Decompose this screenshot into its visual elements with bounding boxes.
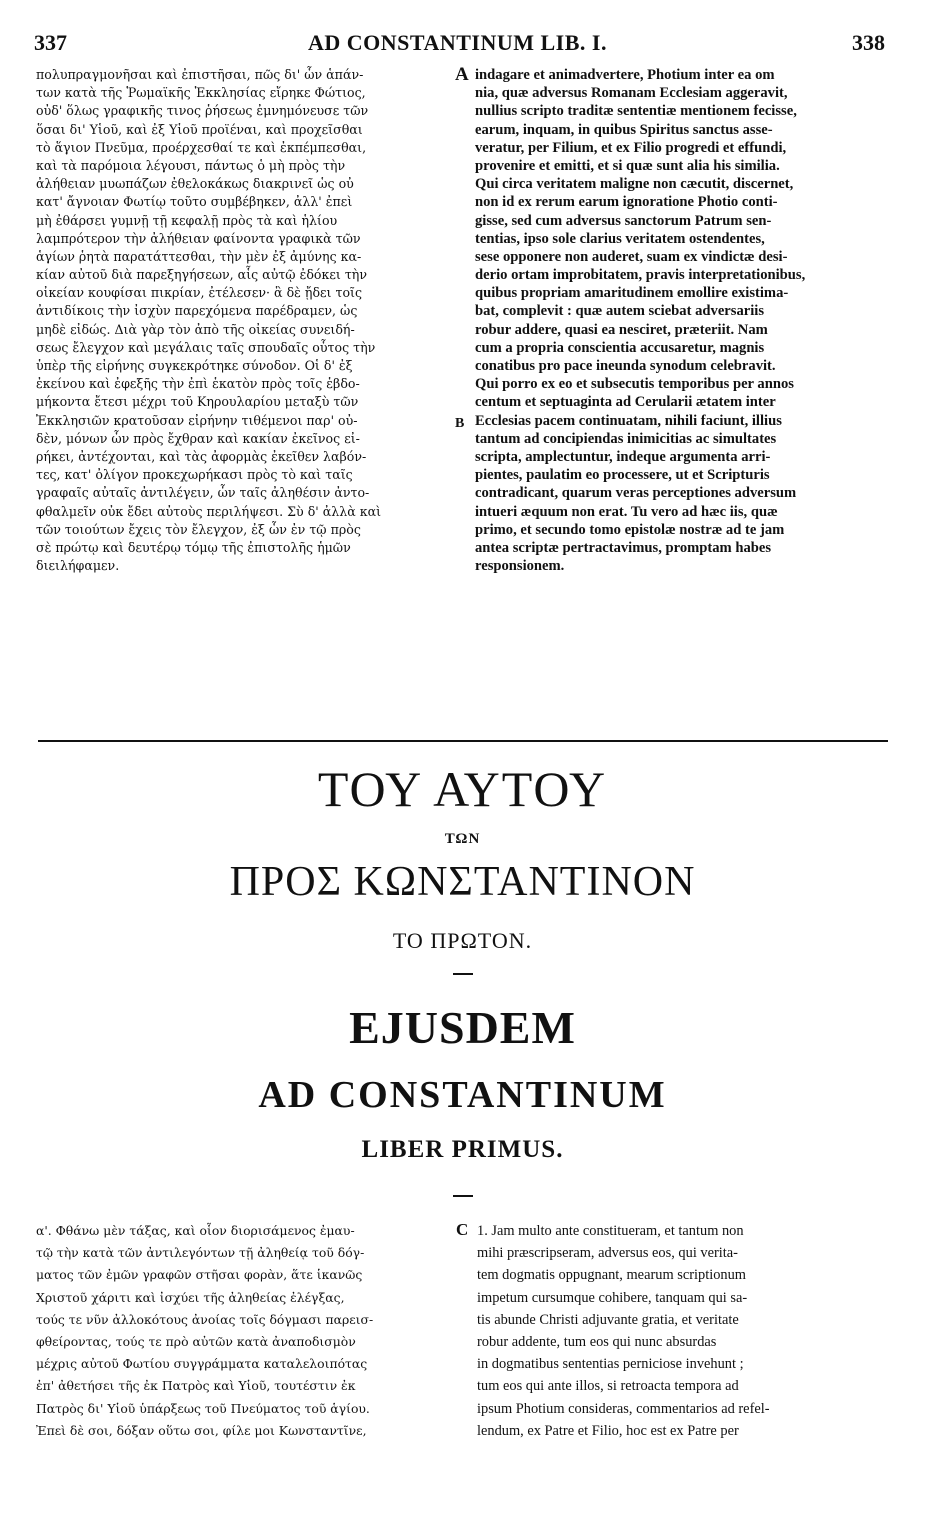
- text-line: bat, complevit : quæ autem sciebat adversariis: [475, 303, 765, 320]
- text-line: Πατρὸς δι' Υἱοῦ ὑπάρξεως τοῦ Πνεύματος τοῦ ἁγίου.: [36, 1400, 370, 1416]
- text-line: ἀλήθειαν μυωπάζων ἐθελοκάκως διακρινεῖ ὡς οὐ: [36, 176, 354, 192]
- text-line: των κατὰ τῆς Ῥωμαϊκῆς Ἐκκλησίας εἴρηκε Φώτιος,: [36, 85, 366, 101]
- greek-heading-sub: ΤΟ ΠΡΩΤΟΝ.: [392, 928, 533, 953]
- greek-heading: ΤΟΥ ΑΥΤΟΥ: [317, 761, 608, 817]
- text-line: λαμπρότερον τὴν ἀλήθειαν φαίνοντα γραφικὰ τῶν: [36, 230, 361, 246]
- text-line: cum a propria conscientia accusaretur, magnis: [475, 339, 765, 356]
- title-dash-upper: [453, 973, 473, 975]
- text-line: οὐδ' ὅλως γραφικῆς τινος ῥήσεως ἐμνημόνευσε τῶν: [36, 103, 369, 119]
- text-line: τῷ τὴν κατὰ τῶν ἀντιλεγόντων τῇ ἀληθείᾳ τοῦ δόγ-: [36, 1245, 365, 1261]
- latin-column-bottom: [477, 1220, 889, 1460]
- text-line: ἀντιδίκοις τὴν ἰσχὺν παρεχόμενα παρέδραμεν, ὡς: [36, 303, 358, 319]
- text-line: nia, quæ adversus Romanam Ecclesiam aggeravit,: [475, 85, 788, 102]
- text-line: tentias, ipso sole clarius veritatem ostendentes,: [475, 230, 765, 247]
- text-line: lendum, ex Patre et Filio, hoc est ex Patre per: [477, 1422, 739, 1439]
- text-line: centum et septuaginta ad Cerularii ætatem inter: [475, 394, 776, 411]
- text-line: tis abunde Christi adjuvante gratia, et veritate: [477, 1311, 739, 1328]
- latin-heading-sub: LIBER PRIMUS.: [361, 1136, 564, 1163]
- greek-heading-article: ΤΩΝ: [444, 831, 481, 847]
- text-line: πολυπραγμονῆσαι καὶ ἐπιστῆσαι, πῶς δι' ὧν ἁπάν-: [36, 67, 364, 82]
- greek-heading-main: ΠΡΟΣ ΚΩΝΣΤΑΝΤΙΝΟΝ: [229, 859, 696, 905]
- text-line: derio ortam improbitatem, pravis interpretationibus,: [475, 267, 806, 284]
- column-marker-c: C: [456, 1220, 469, 1239]
- text-line: earum, inquam, in quibus Spiritus sanctus asse-: [475, 121, 773, 138]
- text-line: gisse, sed cum adversus sanctorum Patrum sen-: [475, 212, 772, 229]
- latin-heading: EJUSDEM: [349, 1002, 576, 1053]
- text-line: ρήκει, ἀντέχονται, καὶ τὰς ἀφορμὰς ἐκεῖθεν λαβόν-: [36, 448, 367, 464]
- text-line: sese opponere non auderet, suam ex vindictæ desi-: [475, 248, 788, 265]
- column-marker-a: A: [455, 64, 469, 85]
- text-line: in dogmatibus sententias perniciose invehunt ;: [477, 1356, 744, 1373]
- text-line: antea scriptæ pertractavimus, promptam habes: [475, 539, 772, 556]
- running-title: AD CONSTANTINUM LIB. I.: [308, 30, 607, 55]
- text-line: οἰκείαν κουφίσαι πικρίαν, ἐτέλεσεν· ἃ δὲ ᾔδει τοῖς: [36, 285, 363, 301]
- text-line: tum eos qui ante illos, si retroacta tempora ad: [477, 1378, 739, 1395]
- text-line: Ἐπεὶ δὲ σοι, δόξαν οὕτω σοι, φίλε μοι Κωνσταντῖνε,: [36, 1422, 367, 1438]
- text-line: φθαλμεῖν οὐκ ἔδει αὐτοὺς περιλήψεσι. Σὺ δ' ἀλλὰ καὶ: [36, 503, 382, 519]
- text-line: α'. Φθάνω μὲν τάξας, καὶ οἷον διορισάμενος ἐμαυ-: [36, 1223, 355, 1238]
- text-line: Χριστοῦ χάριτι καὶ ἰσχύει τῆς ἀληθείας ἐλέγξας,: [36, 1289, 345, 1305]
- text-line: Qui porro ex eo et subsecutis temporibus per annos: [475, 376, 794, 393]
- text-line: τὸ ἅγιον Πνεῦμα, προέρχεσθαί τε καὶ ἐκπέμπεσθαι,: [36, 139, 367, 155]
- page-number-right: 338: [852, 30, 885, 55]
- section-divider: [38, 740, 888, 742]
- text-line: μηδὲ εἰδώς. Διὰ γὰρ τὸν ἀπὸ τῆς οἰκείας συνειδή-: [36, 321, 355, 337]
- text-line: tantum ad concipiendas inimicitias ac simultates: [475, 430, 777, 447]
- text-line: mihi præscripseram, adversus eos, qui verita-: [477, 1245, 738, 1262]
- text-line: τῶν τοιούτων ἔχεις τὸν ἔλεγχον, ἐξ ὧν ἐν τῷ πρὸς: [36, 521, 361, 537]
- text-line: nullius scripto traditæ sententiæ mentionem fecisse,: [475, 103, 797, 120]
- text-line: contradicant, quarum veras perceptiones adversum: [475, 485, 797, 502]
- text-line: Ecclesias pacem continuatam, nihili faciunt, illius: [475, 412, 782, 429]
- text-line: non id ex rerum earum ignoratione Photio conti-: [475, 194, 778, 211]
- text-line: 1. Jam multo ante constitueram, et tantum non: [477, 1223, 744, 1239]
- text-line: intueri æquum non erat. Tu vero ad hæc iis, quæ: [475, 503, 778, 520]
- text-line: μέχρις αὐτοῦ Φωτίου συγγράμματα καταλελοιπότας: [36, 1356, 368, 1372]
- text-line: impetum cursumque cohibere, tanquam qui sa-: [477, 1289, 748, 1306]
- text-line: σεως ἔλεγχον καὶ μεγάλαις ταῖς σπουδαῖς οὗτος τὴν: [36, 339, 376, 355]
- text-line: φθείροντας, τούς τε πρὸ αὐτῶν κατὰ ἀναποδισμὸν: [36, 1333, 356, 1349]
- text-line: robur addere, quasi ea nesciret, præteriit. Nam: [475, 321, 768, 338]
- page-number-left: 337: [34, 30, 67, 55]
- text-line: Ἐκκλησιῶν κρατοῦσαν εἰρήνην τιθέμενοι παρ' οὐ-: [36, 412, 358, 428]
- text-line: tem dogmatis oppugnant, mearum scriptionum: [477, 1267, 746, 1284]
- text-line: ματος τῶν ἐμῶν γραφῶν στῆσαι φορὰν, ἅτε ἱκανῶς: [36, 1267, 363, 1283]
- text-line: τούς τε νῦν ἀλλοκότους ἀνοίας τοῖς δόγμασι παρεισ-: [36, 1311, 374, 1327]
- latin-column-top: [475, 66, 887, 731]
- text-line: Qui circa veritatem maligne non cæcutit, discernet,: [475, 176, 794, 193]
- running-header: [30, 30, 885, 60]
- title-dash-lower: [453, 1195, 473, 1197]
- text-line: τες, κατ' ὀλίγον προκεχωρήκασι πρὸς τὸ καὶ ταῖς: [36, 467, 353, 483]
- text-line: σὲ πρώτῳ καὶ δευτέρῳ τόμῳ τῆς ἐπιστολῆς ἡμῶν: [36, 539, 351, 555]
- text-line: ὅσαι δι' Υἱοῦ, καὶ ἐξ Υἱοῦ προϊέναι, καὶ προχεῖσθαι: [36, 121, 363, 137]
- text-line: δὲν, μόνων ὧν πρὸς ἔχθραν καὶ κακίαν ἐκεῖνος εἰ-: [36, 430, 360, 446]
- text-line: γραφαῖς αὐταῖς ἀντιλέγειν, ὧν ταῖς ἀληθέσιν ἀντο-: [36, 485, 370, 501]
- text-line: scripta, amplectuntur, indeque argumenta arri-: [475, 448, 771, 465]
- text-line: ἐκείνου καὶ ἐφεξῆς τὴν ἐπὶ ἑκατὸν πρὸς τοῖς ἑβδο-: [36, 376, 360, 392]
- text-line: διειλήφαμεν.: [36, 558, 120, 574]
- text-line: κατ' ἄγνοιαν Φωτίῳ τοῦτο συμβέβηκεν, ἀλλ' ἐπεὶ: [36, 194, 353, 210]
- text-line: quibus propriam amaritudinem emollire existima-: [475, 285, 789, 302]
- text-line: καὶ τὰ παρόμοια λέγουσι, πάντως ὁ μὴ πρὸς τὴν: [36, 157, 346, 173]
- text-line: conatibus pro pace ineunda synodum celebravit.: [475, 358, 776, 374]
- text-line: robur addente, tum eos qui nunc absurdas: [477, 1333, 717, 1350]
- text-line: ἁγίων ῥητὰ παρατάττεσθαι, τὴν μὲν ἐξ ἀμύνης κα-: [36, 248, 362, 264]
- greek-column-top: [36, 66, 460, 731]
- text-line: κίαν αὐτοῦ διὰ παρεξηγήσεων, αἷς αὐτῷ ἐδόκει τὴν: [36, 267, 368, 283]
- text-line: responsionem.: [475, 558, 565, 575]
- text-line: provenire et emitti, et si quæ sunt alia his similia.: [475, 157, 780, 174]
- latin-heading-main: AD CONSTANTINUM: [258, 1074, 667, 1116]
- text-line: ἐπ' ἀθετήσει τῆς ἐκ Πατρὸς καὶ Υἱοῦ, τουτέστιν ἐκ: [36, 1378, 356, 1394]
- text-line: veratur, per Filium, et ex Filio progredi et effundi,: [475, 139, 787, 156]
- text-line: primo, et secundo tomo epistolæ nostræ ad te jam: [475, 521, 785, 538]
- text-line: pientes, paulatim eo processere, ut et Scripturis: [475, 467, 770, 484]
- text-line: μὴ ἐθάρσει γυμνῇ τῇ κεφαλῇ πρὸς τὰ καὶ ἡλίου: [36, 212, 338, 228]
- column-marker-b: B: [455, 416, 465, 431]
- text-line: indagare et animadvertere, Photium inter ea om: [475, 67, 775, 83]
- text-line: μήκοντα ἔτεσι μέχρι τοῦ Κηρουλαρίου μεταξὺ τῶν: [36, 394, 359, 410]
- greek-column-bottom: [36, 1220, 456, 1460]
- text-line: ὑπὲρ τῆς εἰρήνης συγκεκρότηκε σύνοδον. Οἱ δ' ἐξ: [36, 358, 353, 373]
- text-line: ipsum Photium consideras, commentarios ad refel-: [477, 1400, 770, 1417]
